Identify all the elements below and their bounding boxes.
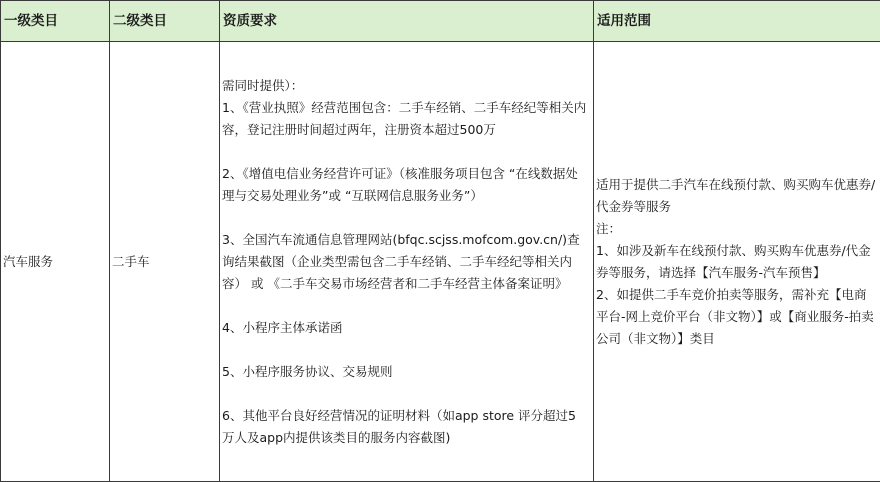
requirement-item-2: 2、《增值电信业务经营许可证》（核准服务项目包含 “在线数据处理与交易处理业务”或 “互联网信息服务业务”） <box>222 163 587 207</box>
table-row <box>1 42 880 482</box>
requirements-spacer <box>222 141 587 163</box>
requirements-spacer <box>222 207 587 229</box>
requirement-item-1: 1、《营业执照》经营范围包含：二手车经销、二手车经纪等相关内容，登记注册时间超过两年，注册资本超过500万 <box>222 97 587 141</box>
requirement-item-6: 6、其他平台良好经营情况的证明材料（如app store 评分超过5万人及app内提供该类目的服务内容截图) <box>222 405 587 449</box>
requirement-item-5: 5、小程序服务协议、交易规则 <box>222 361 587 383</box>
scope-main: 适用于提供二手汽车在线预付款、购买购车优惠券/代金券等服务 <box>596 174 878 218</box>
requirements-spacer <box>222 383 587 405</box>
requirements-spacer <box>222 295 587 317</box>
requirement-item-4: 4、小程序主体承诺函 <box>222 317 587 339</box>
cell-requirements <box>220 42 594 482</box>
scope-note-2: 2、如提供二手车竞价拍卖等服务，需补充【电商平台-网上竞价平台（非文物）】或【商业服务-拍卖公司（非文物）】类目 <box>596 284 878 350</box>
header-level2-category: 二级类目 <box>110 1 220 42</box>
requirements-list <box>222 75 591 449</box>
requirements-intro: 需同时提供）： <box>222 75 587 97</box>
header-applicable-scope: 适用范围 <box>594 1 880 42</box>
table-header <box>1 1 880 42</box>
header-row <box>1 1 880 42</box>
header-qualification-requirements: 资质要求 <box>220 1 594 42</box>
cell-applicable-scope <box>594 42 880 482</box>
scope-text <box>596 174 878 350</box>
table-body <box>1 42 880 482</box>
header-level1-category: 一级类目 <box>1 1 110 42</box>
cell-level1-category: 汽车服务 <box>1 42 110 482</box>
scope-note-label: 注： <box>596 218 878 240</box>
requirement-item-3: 3、全国汽车流通信息管理网站(bfqc.scjss.mofcom.gov.cn/)查询结果截图（企业类型需包含二手车经销、二手车经纪等相关内容） 或 《二手车交易市场经营者和二手车经营主体备案证明》 <box>222 229 587 295</box>
cell-level2-category: 二手车 <box>110 42 220 482</box>
scope-note-1: 1、如涉及新车在线预付款、购买购车优惠券/代金券等服务，请选择【汽车服务-汽车预售】 <box>596 240 878 284</box>
requirements-spacer <box>222 339 587 361</box>
